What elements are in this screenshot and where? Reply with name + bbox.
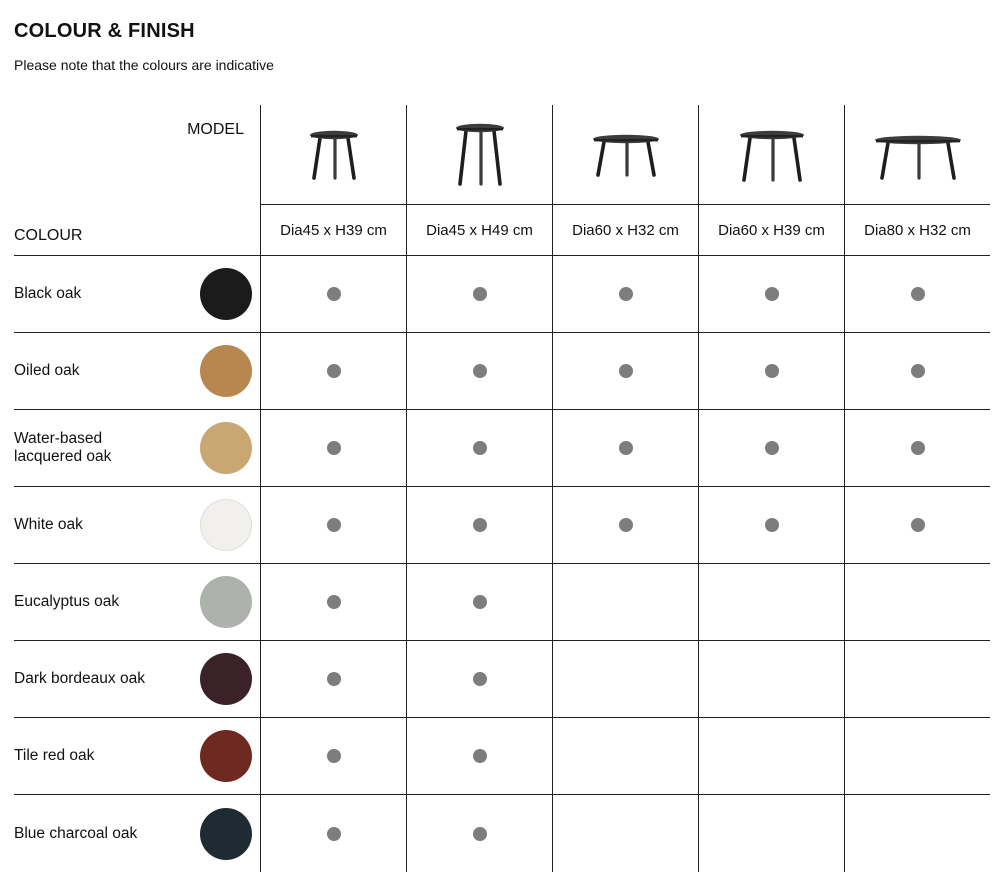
colour-swatch [200,730,252,782]
colour-name: Oiled oak [14,362,80,379]
colour-name: Water-based lacquered oak [14,430,112,465]
availability-cell [698,564,844,641]
medium-high-table-icon [712,110,832,200]
available-dot-icon [765,441,779,455]
model-header-cell [14,105,260,205]
model-size-cell [844,205,990,256]
model-size-label: Dia45 x H49 cm [426,221,533,239]
model-size-cell [406,205,552,256]
model-size-cell [260,205,406,256]
colour-name: Tile red oak [14,747,95,764]
available-dot-icon [327,518,341,532]
colour-swatch [200,653,252,705]
available-dot-icon [911,364,925,378]
available-dot-icon [327,749,341,763]
colour-row-header [14,410,260,487]
available-dot-icon [619,518,633,532]
availability-cell [552,487,698,564]
availability-cell [698,718,844,795]
model-thumbnail-cell [406,105,552,205]
available-dot-icon [473,749,487,763]
colour-name: Dark bordeaux oak [14,670,145,687]
model-thumbnail-cell [698,105,844,205]
available-dot-icon [765,364,779,378]
availability-cell [698,256,844,333]
availability-cell [406,333,552,410]
colour-swatch [200,576,252,628]
available-dot-icon [473,595,487,609]
availability-cell [406,487,552,564]
availability-cell [260,564,406,641]
available-dot-icon [911,287,925,301]
availability-cell [260,718,406,795]
availability-cell [552,333,698,410]
model-size-label: Dia45 x H39 cm [280,221,387,239]
available-dot-icon [473,287,487,301]
model-thumbnail-cell [552,105,698,205]
availability-cell [406,410,552,487]
colour-name: Eucalyptus oak [14,593,120,610]
colour-row-header [14,718,260,795]
model-size-cell [698,205,844,256]
availability-cell [260,795,406,872]
colour-row-header [14,564,260,641]
availability-cell [844,795,990,872]
availability-cell [698,641,844,718]
model-label: MODEL [187,121,244,138]
available-dot-icon [473,827,487,841]
available-dot-icon [765,287,779,301]
availability-cell [260,333,406,410]
availability-cell [552,641,698,718]
availability-cell [844,487,990,564]
colour-row-header [14,641,260,718]
availability-cell [552,795,698,872]
large-low-table-icon [858,110,978,200]
available-dot-icon [619,364,633,378]
availability-cell [844,410,990,487]
available-dot-icon [473,364,487,378]
model-size-label: Dia60 x H39 cm [718,221,825,239]
availability-cell [406,641,552,718]
availability-cell [698,795,844,872]
availability-cell [552,564,698,641]
availability-cell [406,718,552,795]
availability-cell [406,795,552,872]
available-dot-icon [327,364,341,378]
model-thumbnail-cell [260,105,406,205]
available-dot-icon [327,827,341,841]
availability-cell [552,410,698,487]
colour-swatch [200,268,252,320]
availability-cell [844,333,990,410]
colour-row-header [14,487,260,564]
availability-cell [844,641,990,718]
colour-finish-table [14,105,990,872]
colour-swatch [200,499,252,551]
availability-cell [844,256,990,333]
model-size-cell [552,205,698,256]
available-dot-icon [327,672,341,686]
page-title: COLOUR & FINISH [14,20,195,42]
available-dot-icon [327,595,341,609]
availability-cell [552,256,698,333]
colour-row-header [14,795,260,872]
available-dot-icon [911,518,925,532]
availability-cell [698,410,844,487]
available-dot-icon [619,441,633,455]
available-dot-icon [765,518,779,532]
availability-cell [260,256,406,333]
colour-label: COLOUR [14,227,83,244]
availability-cell [552,718,698,795]
small-tall-table-icon [420,110,540,200]
available-dot-icon [473,518,487,532]
page-subtitle: Please note that the colours are indicative [14,57,274,73]
available-dot-icon [473,441,487,455]
availability-cell [406,564,552,641]
colour-row-header [14,256,260,333]
colour-swatch [200,422,252,474]
small-high-table-icon [274,110,394,200]
available-dot-icon [473,672,487,686]
model-thumbnail-cell [844,105,990,205]
model-size-label: Dia60 x H32 cm [572,221,679,239]
availability-cell [260,641,406,718]
available-dot-icon [619,287,633,301]
availability-cell [260,487,406,564]
colour-swatch [200,808,252,860]
available-dot-icon [327,287,341,301]
colour-name: Black oak [14,285,82,302]
availability-cell [844,564,990,641]
availability-cell [698,333,844,410]
colour-row-header [14,333,260,410]
availability-cell [260,410,406,487]
colour-name: Blue charcoal oak [14,824,138,842]
colour-swatch [200,345,252,397]
model-size-label: Dia80 x H32 cm [864,221,971,239]
colour-header-cell [14,205,260,256]
availability-cell [698,487,844,564]
colour-name: White oak [14,516,83,533]
available-dot-icon [911,441,925,455]
available-dot-icon [327,441,341,455]
availability-cell [406,256,552,333]
availability-cell [844,718,990,795]
medium-low-table-icon [566,110,686,200]
